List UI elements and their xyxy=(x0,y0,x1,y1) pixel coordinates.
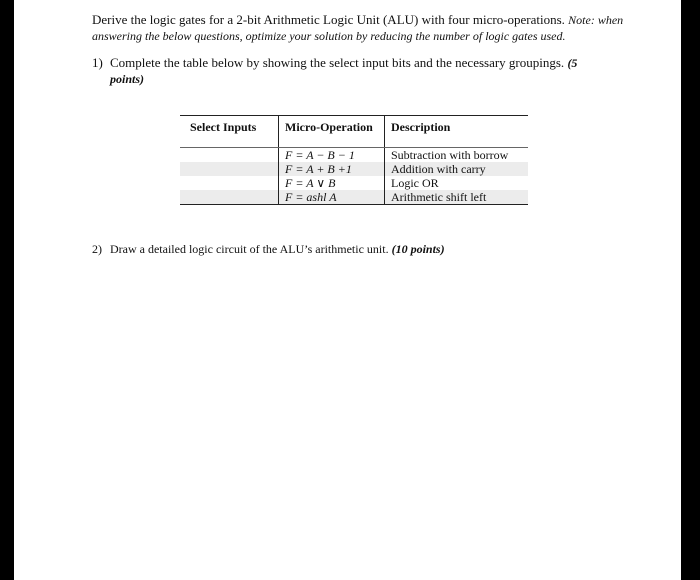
question-2-text: Draw a detailed logic circuit of the ALU’s arithmetic unit. xyxy=(110,242,389,256)
question-2 xyxy=(92,241,652,257)
header-select-inputs: Select Inputs xyxy=(180,116,279,140)
operation-cell: F = A + B +1 xyxy=(279,162,385,176)
header-gap-row xyxy=(180,139,528,148)
intro-paragraph xyxy=(92,12,652,44)
table-row xyxy=(180,148,528,163)
question-1-text: Complete the table below by showing the select input bits and the necessary groupings. xyxy=(110,55,565,70)
select-input-cell[interactable] xyxy=(180,139,279,148)
intro-text: Derive the logic gates for a 2-bit Arithmetic Logic Unit (ALU) with four micro-operations. xyxy=(92,12,565,27)
table-row xyxy=(180,162,528,176)
description-cell: Subtraction with borrow xyxy=(391,148,509,162)
select-input-cell[interactable] xyxy=(180,162,279,176)
micro-operations-table xyxy=(180,115,528,205)
document-page xyxy=(14,0,681,580)
select-input-cell[interactable] xyxy=(180,176,279,190)
table-row xyxy=(180,190,528,205)
gap-cell xyxy=(385,139,529,148)
operation-cell: F = ashl A xyxy=(279,190,385,205)
question-1-number: 1) xyxy=(92,55,103,70)
operation-cell: F = A ∨ B xyxy=(279,176,385,190)
intro-note: Note: when answering the below questions, optimize your solution by reducing the number of logic gates used. xyxy=(92,13,624,43)
header-micro-operation: Micro-Operation xyxy=(279,116,385,140)
question-2-points: (10 points) xyxy=(391,242,445,256)
table-row xyxy=(180,176,528,190)
question-1-points-b: points) xyxy=(110,72,145,86)
select-input-cell[interactable] xyxy=(180,190,279,205)
description-cell: Logic OR xyxy=(391,176,439,190)
select-input-cell[interactable] xyxy=(180,148,279,163)
header-description: Description xyxy=(385,116,529,140)
description-cell: Arithmetic shift left xyxy=(385,190,529,205)
description-cell: Addition with carry xyxy=(385,162,529,176)
question-2-number: 2) xyxy=(92,242,102,256)
operation-cell: F = A − B − 1 xyxy=(279,148,385,163)
table-header-row xyxy=(180,116,528,140)
gap-cell xyxy=(279,139,385,148)
question-1-points-a: (5 xyxy=(567,56,578,70)
question-1 xyxy=(92,55,652,87)
